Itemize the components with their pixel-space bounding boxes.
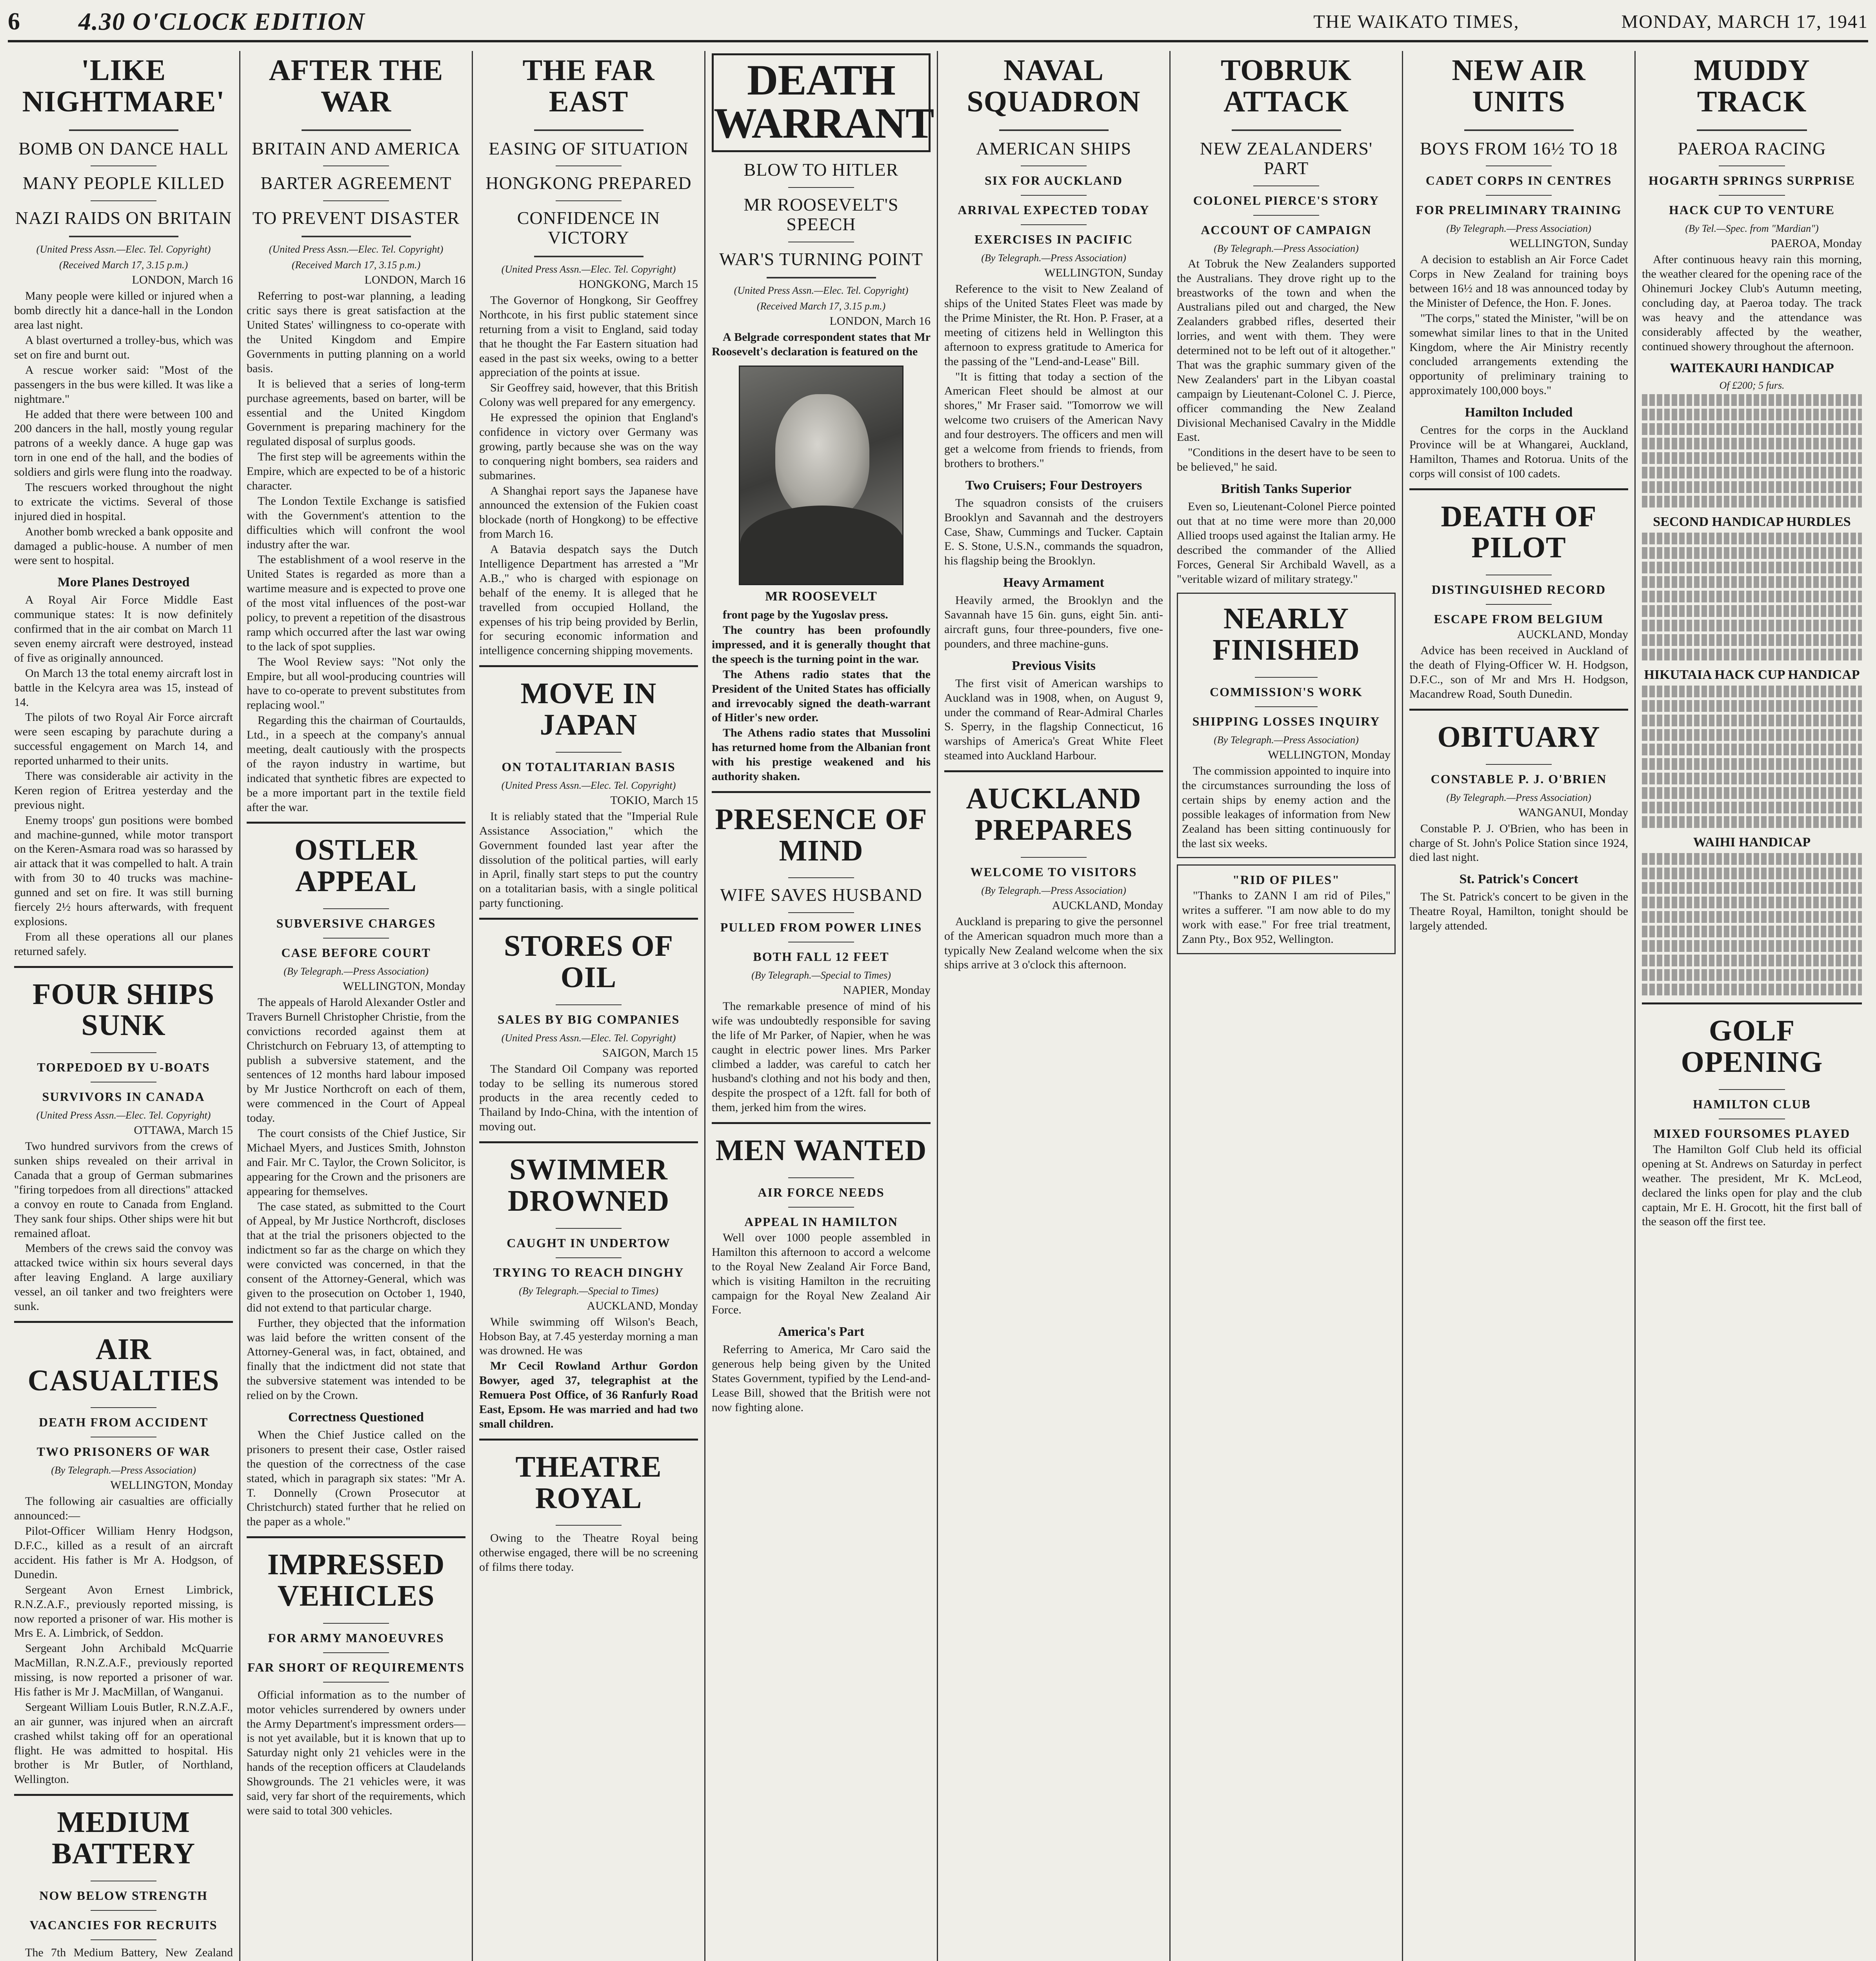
paragraph: The first visit of American warships to Auckland was in 1908, when, on August 9, under the command of Rear-Admiral Charles S. Sperry, in the flagship Connecticut, 16 warships of America's Great White Fleet steamed into Auckland Harbour. [944, 677, 1163, 762]
section-heading: British Tanks Superior [1221, 482, 1352, 497]
subheadline: NOW BELOW STRENGTH [39, 1888, 208, 1903]
section-heading: More Planes Destroyed [57, 575, 190, 590]
dateline: TOKIO, March 15 [610, 793, 698, 807]
page-number: 6 [8, 8, 20, 35]
paragraph: The appeals of Harold Alexander Ostler and Travers Burnell Christopher Christie, from the convictions recorded against them at Christchurch on February 13, of attempting to publish a subversive statement, and the sentences of 12 months hard labour imposed by Mr Justice Northcroft on each of them, were commenced in the Court of Appeal today. [247, 996, 465, 1125]
race-results [1642, 533, 1862, 660]
paragraph: Official information as to the number of motor vehicles surrendered by owners under the Army Department's impressment orders—is not yet available, but it is known that up to Saturday night only 21 vehicles were in the hands of the reception officers at Claudelands Showgrounds. The 21 vehicles were, it was said, very far short of the requirements, which were said to total 300 vehicles. [247, 1688, 465, 1817]
subheadline: CONFIDENCE IN VICTORY [517, 207, 660, 248]
paragraph: Advice has been received in Auckland of the death of Flying-Officer W. H. Hodgson, D.F.C., son of Mr and Mrs H. Hodgson, Macandrew Road, South Dunedin. [1409, 644, 1628, 700]
paragraph: It is reliably stated that the "Imperial Rule Assistance Association," which the Government founded last year after the dissolution of the political parties, will early in April, finally start steps to put the country on a totalitarian basis, with a single political party functioning. [479, 810, 698, 910]
credit-line: (By Tel.—Spec. from "Mardian") [1685, 223, 1819, 235]
paragraph: The Governor of Hongkong, Sir Geoffrey Northcote, in his first public statement since returning from a visit to England, said today that he thought the Far Eastern situation had eased in the past six weeks, owing to a better appreciation of the points at issue. [479, 293, 698, 379]
paragraph: A Royal Air Force Middle East communique states: It is now definitely confirmed that in the air combat on March 11 seven enemy aircraft were destroyed, instead of five as originally announced. [14, 593, 233, 664]
credit-line: (United Press Assn.—Elec. Tel. Copyright) [36, 244, 211, 255]
subheadline: PULLED FROM POWER LINES [720, 920, 922, 935]
race-results [1642, 686, 1862, 828]
headline: STORES OF OIL [504, 930, 674, 994]
paragraph: Centres for the corps in the Auckland Province will be at Whangarei, Auckland, Hamilton, Thames and Rotorua. Units of the corps will consist of 100 cadets. [1409, 424, 1628, 480]
paragraph: There was considerable air activity in the Keren region of Eritrea yesterday and the previous night. [14, 769, 233, 811]
credit-line: (United Press Assn.—Elec. Tel. Copyright) [501, 1032, 676, 1044]
column-6 [1171, 51, 1403, 1961]
headline: PRESENCE OF MIND [715, 802, 927, 867]
subheadline: CAUGHT IN UNDERTOW [507, 1235, 671, 1250]
column-8 [1636, 51, 1868, 1961]
dateline: LONDON, March 16 [132, 273, 233, 287]
subheadline: HAMILTON CLUB [1693, 1097, 1811, 1111]
dateline: OTTAWA, March 15 [134, 1124, 233, 1137]
paragraph: The rescuers worked throughout the night to extricate the victims. Several of those injured died in hospital. [14, 480, 233, 523]
headline: FOUR SHIPS SUNK [33, 977, 215, 1042]
section-heading: St. Patrick's Concert [1459, 872, 1578, 887]
paragraph: After continuous heavy rain this morning, the weather cleared for the opening race of the Ohinemuri Jockey Club's Autumn meeting, concluding day, at Paeroa today. The track was heavy and the attendance was considerably affected by the weather, continued showery throughout the afternoon. [1642, 253, 1862, 353]
section-heading: Two Cruisers; Four Destroyers [965, 478, 1142, 493]
paragraph: "The corps," stated the Minister, "will be on somewhat similar lines to that in the United Kingdom, where the Air Ministry recently concluded arrangements extending the opportunity of preliminary training to approximately 100,000 boys." [1409, 311, 1628, 397]
dateline: PAEROA, Monday [1771, 237, 1862, 250]
headline: IMPRESSED VEHICLES [267, 1548, 445, 1612]
subheadline: WAR'S TURNING POINT [719, 249, 923, 269]
headline: SWIMMER DROWNED [507, 1153, 670, 1217]
subheadline: SURVIVORS IN CANADA [42, 1090, 205, 1104]
subheadline: ARRIVAL EXPECTED TODAY [958, 203, 1150, 217]
race-results [1642, 853, 1862, 995]
subheadline: HONGKONG PREPARED [485, 173, 692, 193]
credit-line: (By Telegraph.—Press Association) [981, 252, 1126, 264]
news-box [1177, 593, 1396, 858]
paragraph: A Belgrade correspondent states that Mr Roosevelt's declaration is featured on the [712, 331, 931, 358]
headline: DEATH OF PILOT [1441, 500, 1597, 564]
credit-line: (By Telegraph.—Press Association) [51, 1464, 196, 1476]
section-heading: WAITEKAURI HANDICAP [1670, 361, 1834, 376]
subheadline: SHIPPING LOSSES INQUIRY [1192, 714, 1380, 729]
portrait-photo [739, 366, 903, 585]
paragraph: Two hundred survivors from the crews of sunken ships revealed on their arrival in Canada that a group of German submarines "firing torpedoes from all directions" attacked a convoy en route to Canada from England. They sank four ships. Other ships were hit but remained afloat. [14, 1140, 233, 1240]
paragraph: The case stated, as submitted to the Court of Appeal, by Mr Justice Northcroft, discloses that at the trial the prisoners objected to the indictment so far as the charge on which they were convicted was concerned, in that the consent of the Attorney-General, which was given to the prosecution on October 1, 1940, did not extend to that particular charge. [247, 1200, 465, 1314]
dateline: WELLINGTON, Monday [1268, 748, 1391, 762]
headline: DEATH WARRANT [712, 53, 931, 152]
paragraph: A decision to establish an Air Force Cadet Corps in New Zealand for training boys between 16½ and 18 was announced today by the Minister of Defence, the Hon. F. Jones. [1409, 253, 1628, 309]
dateline: WELLINGTON, Monday [343, 980, 465, 993]
photo-caption: MR ROOSEVELT [765, 589, 877, 604]
paragraph: Enemy troops' gun positions were bombed and machine-gunned, while motor transport on the Keren-Asmara road was so harassed by air attack that it was compelled to halt. A train with from 30 to 40 trucks was machine-gunned and set on fire. It was still burning fiercely 2½ hours afterwards, with frequent explosions. [14, 813, 233, 928]
credit-line: (By Telegraph.—Press Association) [284, 966, 429, 977]
subheadline: MANY PEOPLE KILLED [22, 173, 225, 193]
subheadline: MIXED FOURSOMES PLAYED [1653, 1126, 1851, 1141]
paragraph: Sergeant William Louis Butler, R.N.Z.A.F., an air gunner, was injured when an aircraft crashed whilst taking off for an operational flight. He was admitted to hospital. His brother is Mr Butler, of Northland, Wellington. [14, 1700, 233, 1786]
credit-line: (United Press Assn.—Elec. Tel. Copyright) [36, 1110, 211, 1121]
paragraph: The London Textile Exchange is satisfied with the Government's attention to the difficulties which will confront the wool industry after the war. [247, 494, 465, 551]
received-line: (Received March 17, 3.15 p.m.) [291, 259, 421, 271]
paragraph: He added that there were between 100 and 200 dancers in the hall, mostly young regular patrons of a weekly dance. A huge gap was torn in one end of the hall, and the bodies of soldiers and girls were flung into the roadway. [14, 407, 233, 479]
subheadline: AMERICAN SHIPS [976, 138, 1132, 158]
columns [8, 51, 1868, 1961]
subheadline: WELCOME TO VISITORS [970, 864, 1137, 879]
paragraph: Reference to the visit to New Zealand of ships of the United States Fleet was made by the Prime Minister, the Rt. Hon. P. Fraser, at a meeting of citizens held in Wellington this afternoon to express gratitude to America for the passing of the "Lend-and-Lease" Bill. [944, 282, 1163, 368]
headline: OSTLER APPEAL [294, 833, 418, 898]
section-heading: Correctness Questioned [288, 1410, 424, 1424]
paragraph: The court consists of the Chief Justice, Sir Michael Myers, and Justices Smith, Johnston and Fair. Mr C. Taylor, the Crown Solicitor, is appearing for the Crown and the prisoners are appearing for themselves. [247, 1127, 465, 1198]
paragraph: Members of the crews said the convoy was attacked twice within six hours several days after leaving England. A large auxiliary vessel, an oil tanker and two freighters were sunk. [14, 1242, 233, 1313]
paragraph: Pilot-Officer William Henry Hodgson, D.F.C., killed as a result of an aircraft accident. His father is Mr A. Hodgson, of Dunedin. [14, 1524, 233, 1581]
subheadline: EXERCISES IN PACIFIC [974, 232, 1133, 247]
subheadline: BOYS FROM 16½ TO 18 [1420, 138, 1618, 158]
paragraph: Owing to the Theatre Royal being otherwise engaged, there will be no screening of films there today. [479, 1532, 698, 1574]
paragraph: Mr Cecil Rowland Arthur Gordon Bowyer, aged 37, telegraphist at the Remuera Post Office, of 36 Ranfurly Road East, Epsom. He was married and had two small children. [479, 1359, 698, 1430]
paragraph: The remarkable presence of mind of his wife was undoubtedly responsible for saving the life of Mr Parker, of Napier, when he was caught in electric power lines. Mrs Parker climbed a ladder, was careful to catch her husband's clothing and not his body and then, despite the prospect of a 12ft. fall for both of them, jerked him from the wires. [712, 1000, 931, 1114]
credit-line: (By Telegraph.—Special to Times) [519, 1285, 658, 1297]
dateline: AUCKLAND, Monday [1052, 899, 1163, 912]
dateline: SAIGON, March 15 [602, 1046, 698, 1059]
paragraph: On March 13 the total enemy aircraft lost in battle in the Kelcyra area was 15, instead of 14. [14, 666, 233, 709]
race-results [1642, 394, 1862, 508]
paragraph: Sir Geoffrey said, however, that this British Colony was well prepared for any emergency. [479, 381, 698, 409]
paragraph: The Athens radio states that the President of the United States has officially and irrevocably signed the death-warrant of Hitler's new order. [712, 668, 931, 724]
ad-text: "Thanks to ZANN I am rid of Piles," writes a sufferer. "I am now able to do my work with ease." For free trial treatment, Zann Pty., Box 952, Wellington. [1182, 889, 1391, 946]
received-line: (Received March 17, 3.15 p.m.) [59, 259, 188, 271]
paragraph: "It is fitting that today a section of the American Fleet should be almost at our shores," Mr Fraser said. "Tomorrow we will welcome two cruisers of the American Navy and four destroyers. The officers and men will get a welcome from friends to friends, from brothers to brothers." [944, 370, 1163, 470]
edition-label: 4.30 O'CLOCK EDITION [78, 7, 365, 35]
headline: GOLF OPENING [1681, 1014, 1823, 1079]
credit-line: (United Press Assn.—Elec. Tel. Copyright) [501, 779, 676, 791]
section-heading: SECOND HANDICAP HURDLES [1653, 515, 1851, 529]
subheadline: APPEAL IN HAMILTON [744, 1214, 898, 1229]
subheadline: SALES BY BIG COMPANIES [497, 1012, 680, 1026]
headline: MOVE IN JAPAN [520, 677, 657, 742]
paragraph: The squadron consists of the cruisers Brooklyn and Savannah and the destroyers Case, Shaw, Cummings and Tucker. Captain E. S. Stone, U.S.N., commands the squadron, his flagship being the Brooklyn. [944, 496, 1163, 568]
subheadline: MR ROOSEVELT'S SPEECH [743, 194, 899, 235]
paragraph: The pilots of two Royal Air Force aircraft were seen escaping by parachute during a successful engagement on March 14, and reported unharmed to their units. [14, 711, 233, 768]
headline: 'LIKE NIGHTMARE' [22, 54, 225, 118]
section-heading: America's Part [778, 1324, 864, 1339]
section-heading: Previous Visits [1012, 658, 1096, 673]
column-7 [1403, 51, 1636, 1961]
subheadline: PAEROA RACING [1678, 138, 1826, 158]
column-4 [705, 51, 938, 1961]
paragraph: Sergeant John Archibald McQuarrie MacMillan, R.N.Z.A.F., previously reported missing, is now reported a prisoner of war. His father is Mr J. MacMillan, of Wanganui. [14, 1642, 233, 1699]
credit-line: (By Telegraph.—Press Association) [1214, 734, 1359, 746]
subheadline: SUBVERSIVE CHARGES [276, 916, 436, 931]
paper-title: THE WAIKATO TIMES, [1313, 11, 1520, 32]
paragraph: It is believed that a series of long-term purchase agreements, based on barter, will be essential and the United Kingdom Government is preparing machinery for the regulated disposal of surplus goods. [247, 377, 465, 448]
subheadline: BARTER AGREEMENT [260, 173, 452, 193]
paragraph: The establishment of a wool reserve in the United States is regarded as more than a wartime measure and is expected to prove one of the most vital influences of the post-war policy, to prevent a repetition of the disastrous ramp which occurred after the last war owing to the lack of spot supplies. [247, 553, 465, 653]
subheadline: SIX FOR AUCKLAND [984, 173, 1123, 188]
section-heading: HIKUTAIA HACK CUP HANDICAP [1644, 668, 1860, 682]
paragraph: Sergeant Avon Ernest Limbrick, R.N.Z.A.F., previously reported missing, is now reported a prisoner of war. His mother is Mrs E. A. Limbrick, of Seddon. [14, 1583, 233, 1640]
subheadline: NEW ZEALANDERS' PART [1200, 138, 1373, 178]
paragraph: front page by the Yugoslav press. [723, 608, 888, 622]
paragraph: The first step will be agreements within the Empire, which are expected to be of a historic character. [247, 450, 465, 492]
paragraph: He expressed the opinion that England's confidence in victory over Germany was growing, partly because she was on the way to conquering night bombers, sea raiders and submarines. [479, 411, 698, 482]
column-2 [240, 51, 473, 1961]
paragraph: "Conditions in the desert have to be seen to be believed," he said. [1177, 446, 1396, 474]
subheadline: BOMB ON DANCE HALL [18, 138, 229, 158]
subheadline: ACCOUNT OF CAMPAIGN [1201, 222, 1372, 237]
paragraph: A rescue worker said: "Most of the passengers in the bus were killed. It was like a nightmare." [14, 363, 233, 406]
dateline: WELLINGTON, Monday [110, 1479, 233, 1492]
subheadline: TWO PRISONERS OF WAR [36, 1444, 211, 1459]
dateline: NAPIER, Monday [843, 984, 931, 997]
headline: OBITUARY [1437, 720, 1600, 753]
headline: NAVAL SQUADRON [967, 54, 1141, 118]
subheadline: DISTINGUISHED RECORD [1431, 582, 1606, 597]
subheadline: FAR SHORT OF REQUIREMENTS [247, 1660, 465, 1674]
subheadline: BLOW TO HITLER [743, 160, 899, 180]
paragraph: The following air casualties are officially announced:— [14, 1495, 233, 1523]
headline: MEDIUM BATTERY [51, 1806, 196, 1870]
credit-line: (United Press Assn.—Elec. Tel. Copyright) [269, 244, 444, 255]
subheadline: ON TOTALITARIAN BASIS [502, 759, 676, 774]
paragraph: Auckland is preparing to give the personnel of the American squadron much more than a typically New Zealand welcome when the six ships arrive at 3 o'clock this afternoon. [944, 915, 1163, 971]
section-heading: Heavy Armament [1003, 575, 1104, 590]
credit-line: (By Telegraph.—Press Association) [1214, 242, 1359, 254]
dateline: WELLINGTON, Sunday [1509, 237, 1628, 250]
section-heading: WAIHI HANDICAP [1693, 835, 1811, 850]
headline: AUCKLAND PREPARES [966, 782, 1142, 846]
paragraph: While swimming off Wilson's Beach, Hobson Bay, at 7.45 yesterday morning a man was drowned. He was [479, 1315, 698, 1357]
subheadline: HACK CUP TO VENTURE [1669, 203, 1835, 217]
paper-date: MONDAY, MARCH 17, 1941 [1621, 11, 1868, 32]
paragraph: A Shanghai report says the Japanese have announced the extension of the Fukien coast blockade (north of Hongkong) to be effective from March 16. [479, 484, 698, 541]
subheadline: TORPEDOED BY U-BOATS [37, 1060, 210, 1075]
headline: TOBRUK ATTACK [1220, 54, 1352, 118]
dateline: LONDON, March 16 [364, 273, 465, 287]
section-heading: Hamilton Included [1465, 405, 1573, 420]
subheadline: FOR PRELIMINARY TRAINING [1416, 203, 1622, 217]
paragraph: Many people were killed or injured when a bomb directly hit a dance-hall in the London area last night. [14, 289, 233, 332]
headline: THE FAR EAST [522, 54, 655, 118]
subheadline: VACANCIES FOR RECRUITS [29, 1917, 218, 1932]
headline: NEARLY FINISHED [1212, 602, 1360, 667]
subheadline: HOGARTH SPRINGS SURPRISE [1649, 173, 1855, 188]
dateline: AUCKLAND, Monday [587, 1299, 698, 1312]
paragraph: The Wool Review says: "Not only the Empire, but all wool-producing countries will have to co-operate to prevent substitutes from replacing wool." [247, 655, 465, 712]
subheadline: BRITAIN AND AMERICA [252, 138, 460, 158]
dateline: HONGKONG, March 15 [578, 277, 698, 291]
column-1 [8, 51, 240, 1961]
paragraph: The Standard Oil Company was reported today to be selling its numerous stored products in the area recently ceded to Thailand by Indo-China, with the intention of moving out. [479, 1062, 698, 1133]
subheadline: CASE BEFORE COURT [281, 946, 431, 960]
column-3 [473, 51, 705, 1961]
paragraph: Referring to America, Mr Caro said the generous help being given by the United States Government, typified by the Lend-and-Lease Bill, showed that the British were not now fighting alone. [712, 1343, 931, 1414]
paragraph: Well over 1000 people assembled in Hamilton this afternoon to accord a welcome to the Royal New Zealand Air Force Band, which is visiting Hamilton in the recruiting campaign for the Royal New Zealand Air Force. [712, 1231, 931, 1317]
subheadline: ESCAPE FROM BELGIUM [1434, 612, 1604, 626]
paragraph: The Hamilton Golf Club held its official opening at St. Andrews on Saturday in perfect weather. The president, Mr K. McLeod, declared the links open for play and the club captain, Mr E. H. Grocott, hit the first ball of the season off the first tee. [1642, 1143, 1862, 1228]
paragraph: The country has been profoundly impressed, and it is generally thought that the speech is the turning point in the war. [712, 624, 931, 666]
advertisement [1177, 864, 1396, 954]
paragraph: Heavily armed, the Brooklyn and the Savannah have 15 6in. guns, eight 5in. anti-aircraft guns, four three-pounders, five one-pounders, and three machine-guns. [944, 594, 1163, 650]
ad-heading: "RID OF PILES" [1232, 873, 1340, 887]
credit-line: (By Telegraph.—Press Association) [1446, 791, 1591, 803]
credit-line: (United Press Assn.—Elec. Tel. Copyright) [734, 285, 909, 297]
subheadline: EASING OF SITUATION [489, 138, 689, 158]
subheadline: BOTH FALL 12 FEET [753, 950, 889, 964]
paragraph: At Tobruk the New Zealanders supported the Australians. They drove right up to the breastworks of the town and when the Australians piled out and charged, the New Zealanders grabbed rifles, deserted their lorries, and went with them. They were determined not to be left out of it altogether." That was the graphic summary given of the New Zealanders' part in the Libyan coastal campaign by Lieutenant-Colonel C. J. Pierce, officer commanding the New Zealand Divisional Mechanised Cavalry in the Middle East. [1177, 257, 1396, 444]
paragraph: The 7th Medium Battery, New Zealand [25, 1946, 233, 1959]
dateline: WANGANUI, Monday [1518, 806, 1628, 819]
race-conditions: Of £200; 5 furs. [1719, 380, 1785, 391]
paragraph: The commission appointed to inquire into the circumstances surrounding the loss of certain ships by enemy action and the possible leakages of information from New Zealand has been sitting continuously for the last six weeks. [1182, 764, 1391, 850]
paragraph: A Batavia despatch says the Dutch Intelligence Department has arrested a "Mr A.B.," who is charged with espionage on behalf of the enemy. It is alleged that he travelled from occupied Holland, the expenses of his trip being provided by Berlin, for securing economic information and intelligence concerning shipping movements. [479, 543, 698, 657]
paragraph: Referring to post-war planning, a leading critic says there is great satisfaction at the United States' willingness to co-operate with the United Kingdom and Empire Governments in putting planning on a world basis. [247, 289, 465, 375]
headline: MUDDY TRACK [1694, 54, 1810, 118]
subheadline: FOR ARMY MANOEUVRES [268, 1630, 444, 1645]
received-line: (Received March 17, 3.15 p.m.) [756, 300, 886, 312]
credit-line: (United Press Assn.—Elec. Tel. Copyright) [501, 263, 676, 275]
headline: AFTER THE WAR [269, 54, 444, 118]
subheadline: NAZI RAIDS ON BRITAIN [15, 207, 232, 228]
subheadline: COMMISSION'S WORK [1210, 685, 1363, 699]
subheadline: TO PREVENT DISASTER [252, 207, 460, 228]
headline: NEW AIR UNITS [1452, 54, 1586, 118]
paragraph: Even so, Lieutenant-Colonel Pierce pointed out that at no time were more than 20,000 Allied troops used against the Italian army. He described the commander of the Allied Forces, General Sir Archibald Wavell, as a "veritable wizard of military strategy." [1177, 500, 1396, 586]
paragraph: Regarding this the chairman of Courtaulds, Ltd., in a speech at the company's annual meeting, dealt cautiously with the prospects of the rayon industry in wartime, but indicated that synthetic fibres are expected to be a more important part in the textile field after the war. [247, 714, 465, 814]
headline: AIR CASUALTIES [27, 1332, 220, 1397]
subheadline: TRYING TO REACH DINGHY [493, 1265, 684, 1279]
dateline: LONDON, March 16 [829, 315, 931, 328]
subheadline: CADET CORPS IN CENTRES [1425, 173, 1612, 188]
paragraph: Further, they objected that the information was laid before the written consent of the Attorney-General was, in fact, obtained, and finally that the indictment did not state that the subversive statement was intended to be relied on by the Crown. [247, 1316, 465, 1402]
subheadline: WIFE SAVES HUSBAND [720, 885, 922, 905]
headline: MEN WANTED [715, 1134, 927, 1167]
paragraph: A blast overturned a trolley-bus, which was set on fire and burnt out. [14, 334, 233, 361]
subheadline: CONSTABLE P. J. O'BRIEN [1431, 771, 1607, 786]
credit-line: (By Telegraph.—Press Association) [1446, 223, 1591, 235]
paragraph: From all these operations all our planes returned safely. [14, 930, 233, 958]
credit-line: (By Telegraph.—Press Association) [981, 884, 1126, 896]
paragraph: Another bomb wrecked a bank opposite and damaged a public-house. A number of men were sent to hospital. [14, 525, 233, 567]
masthead [8, 3, 1868, 42]
paragraph: When the Chief Justice called on the prisoners to present their case, Ostler raised the question of the correctness of the case stated, which in paragraph six states: "Mr A. T. Donnelly (Crown Prosecutor at Christchurch) stated further that he relied on the paper as a whole." [247, 1428, 465, 1528]
paragraph: The St. Patrick's concert to be given in the Theatre Royal, Hamilton, tonight should be largely attended. [1409, 890, 1628, 933]
credit-line: (By Telegraph.—Special to Times) [751, 970, 891, 981]
dateline: AUCKLAND, Monday [1517, 628, 1628, 641]
column-5 [938, 51, 1171, 1961]
subheadline: DEATH FROM ACCIDENT [38, 1415, 209, 1430]
headline: THEATRE ROYAL [515, 1450, 662, 1515]
dateline: WELLINGTON, Sunday [1044, 266, 1163, 280]
paragraph: The Athens radio states that Mussolini has returned home from the Albanian front with his prestige weakened and his authority shaken. [712, 726, 931, 783]
subheadline: AIR FORCE NEEDS [758, 1185, 885, 1199]
subheadline: COLONEL PIERCE'S STORY [1193, 193, 1380, 207]
paragraph: Constable P. J. O'Brien, who has been in charge of St. John's Police Station since 1924, died last night. [1409, 822, 1628, 864]
